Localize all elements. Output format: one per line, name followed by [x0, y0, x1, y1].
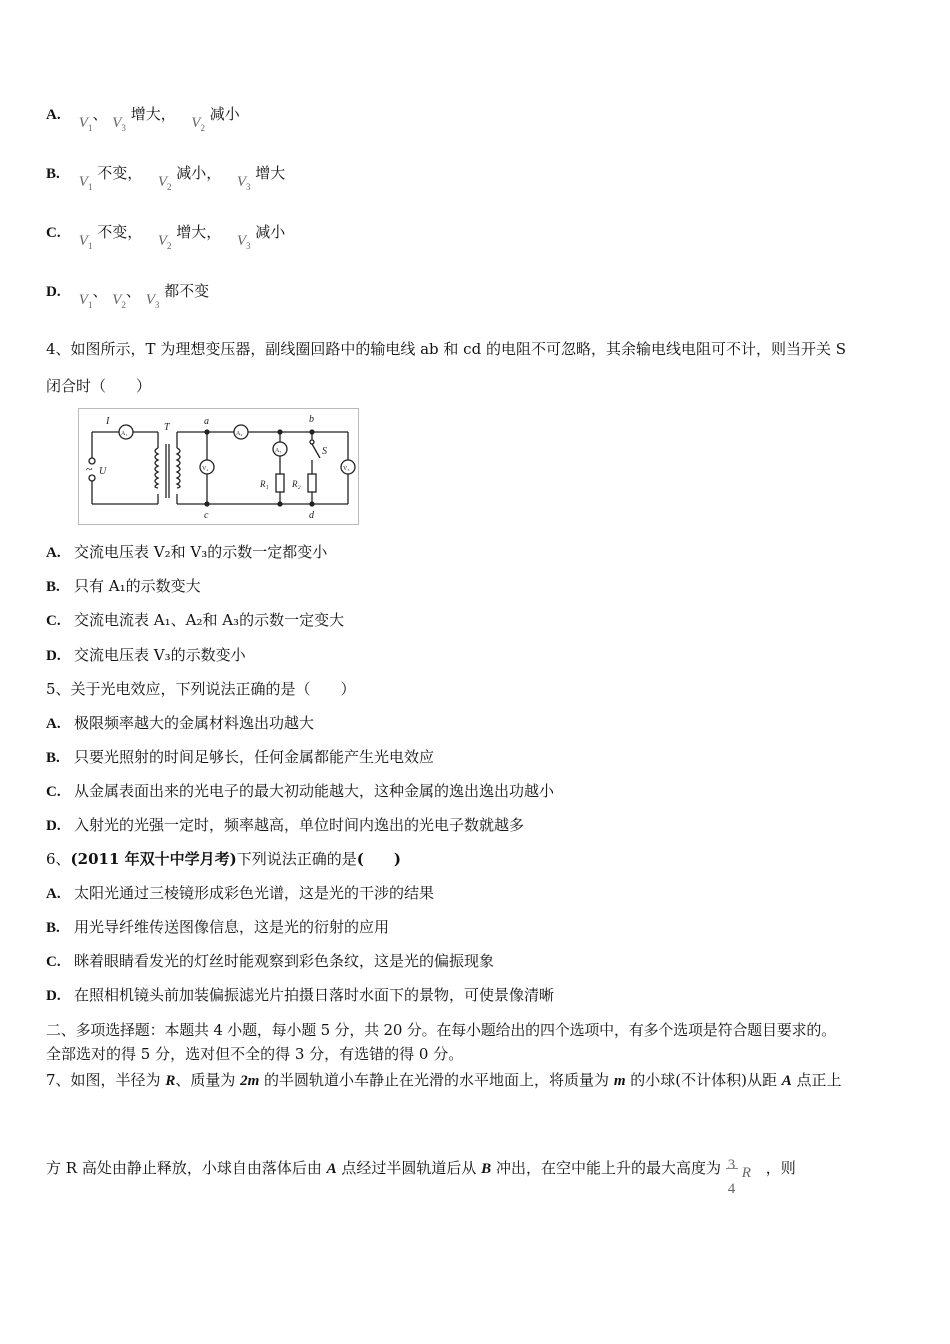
label-a3: A₃ [275, 448, 282, 454]
q4-option-d [46, 645, 246, 666]
label-tilde: ~ [86, 462, 93, 476]
q4-option-b [46, 576, 201, 597]
text: 、质量为 [175, 1071, 241, 1089]
label-c: c [204, 510, 209, 521]
var-r: R [165, 1073, 176, 1089]
option-text: 交流电压表 V₂和 V₃的示数一定都变小 [74, 543, 328, 561]
option-text: 减小 [209, 105, 240, 123]
answer-blank: ( ) [356, 850, 401, 868]
option-letter: B. [46, 166, 60, 182]
option-text: 减小， [176, 164, 222, 182]
label-r1: R₁ [260, 479, 269, 489]
q3-option-a [46, 104, 240, 133]
switch-s [312, 444, 320, 458]
var-a: A [781, 1073, 792, 1089]
option-text: 入射光的光强一定时，频率越高，单位时间内逸出的光电子数就越多 [74, 816, 525, 834]
label-r2: R₂ [292, 479, 301, 489]
option-text: 极限频率越大的金属材料逸出功越大 [74, 714, 315, 732]
text: 点正上 [791, 1071, 842, 1089]
node-d [310, 502, 314, 506]
question-source: (2011 年双十中学月考) [70, 850, 237, 868]
option-letter: D. [46, 818, 61, 834]
symbol-v1: $V_1$ [78, 233, 93, 251]
primary-coil [155, 448, 158, 488]
symbol-v1: $V_1$ [78, 292, 93, 310]
node-c [205, 502, 209, 506]
q6-stem [46, 849, 401, 869]
node-r1-bottom [278, 502, 282, 506]
resistor-r1 [276, 474, 284, 492]
text: 点经过半圆轨道后从 [336, 1159, 482, 1177]
q4-option-c [46, 610, 344, 631]
symbol-v3: $V_3$ [236, 174, 251, 192]
label-a1: A₁ [121, 431, 128, 437]
q6-option-c [46, 951, 494, 972]
fraction-three-quarter-r [726, 1149, 766, 1197]
separator: 、 [125, 282, 141, 300]
q6-option-a [46, 883, 434, 904]
symbol-v2: $V_2$ [157, 174, 172, 192]
symbol-v2: $V_2$ [191, 115, 205, 133]
option-text: 只有 A₁的示数变大 [74, 577, 201, 595]
label-i: I [106, 416, 110, 427]
label-v3: V₃ [343, 466, 350, 472]
section2-instructions-line1: 二、多项选择题：本题共 4 小题，每小题 5 分，共 20 分。在每小题给出的四个选项中，有多个选项是符合题目要求的。 [46, 1021, 836, 1039]
q3-option-b [46, 163, 286, 192]
q5-option-a [46, 713, 314, 734]
switch-contact [310, 440, 314, 444]
option-text: 增大 [255, 164, 286, 182]
label-v2: V₂ [202, 466, 209, 472]
label-d: d [309, 510, 314, 521]
var-2m: 2m [240, 1073, 260, 1089]
label-s: S [322, 446, 327, 457]
separator: 、 [92, 105, 108, 123]
option-letter: D. [46, 648, 61, 664]
symbol-v2: $V_2$ [157, 233, 172, 251]
q4-option-a [46, 542, 327, 563]
section2-instructions-line2: 全部选对的得 5 分，选对但不全的得 3 分，有选错的得 0 分。 [46, 1045, 464, 1063]
fraction-numerator: 3 [727, 1157, 736, 1173]
option-letter: C. [46, 613, 61, 629]
option-text: 交流电流表 A₁、A₂和 A₃的示数一定变大 [74, 611, 345, 629]
option-letter: B. [46, 579, 60, 595]
q5-option-d [46, 815, 524, 836]
symbol-v1: $V_1$ [78, 115, 93, 133]
q6-option-d [46, 985, 554, 1006]
var-a: A [326, 1161, 337, 1177]
option-text: 减小 [255, 223, 286, 241]
symbol-v3: $V_3$ [236, 233, 251, 251]
label-t: T [164, 422, 170, 433]
symbol-v3: $V_3$ [112, 115, 126, 133]
q4-stem-line1: 4、如图所示，T 为理想变压器，副线圈回路中的输电线 ab 和 cd 的电阻不可忽略，其余输电线电阻可不计，则当开关 S [46, 340, 846, 358]
fraction-denominator: 4 [727, 1181, 736, 1197]
option-letter: B. [46, 750, 60, 766]
option-letter: A. [46, 886, 61, 902]
symbol-v3: $V_3$ [145, 292, 160, 310]
secondary-coil [177, 448, 180, 488]
q7-stem-line2 [46, 1148, 796, 1197]
option-text: 增大， [176, 223, 222, 241]
option-text: 只要光照射的时间足够长，任何金属都能产生光电效应 [74, 748, 435, 766]
text: 的小球(不计体积)从距 [625, 1071, 782, 1089]
option-letter: A. [46, 107, 61, 123]
option-text: 从金属表面出来的光电子的最大初动能越大，这种金属的逸出逸出功越小 [74, 782, 555, 800]
transformer-circuit-diagram [78, 408, 363, 526]
symbol-v1: $V_1$ [78, 174, 93, 192]
separator: 、 [92, 282, 108, 300]
option-text: 眯着眼睛看发光的灯丝时能观察到彩色条纹，这是光的偏振现象 [74, 952, 495, 970]
resistor-r2 [308, 474, 316, 492]
option-text: 不变， [97, 223, 143, 241]
q6-option-b [46, 917, 389, 938]
question-number: 6、 [46, 850, 71, 868]
option-letter: C. [46, 225, 61, 241]
q5-option-c [46, 781, 554, 802]
q3-option-d [46, 281, 210, 310]
label-a2: A₂ [236, 431, 243, 437]
option-text: 增大， [130, 105, 176, 123]
label-a: a [204, 416, 209, 427]
option-text: 太阳光通过三棱镜形成彩色光谱，这是光的干涉的结果 [74, 884, 435, 902]
option-text: 用光导纤维传送图像信息，这是光的衍射的应用 [74, 918, 390, 936]
fraction-variable: R [741, 1165, 751, 1181]
label-u: U [99, 466, 107, 477]
option-letter: B. [46, 920, 60, 936]
label-b: b [309, 414, 314, 425]
var-b: B [481, 1161, 492, 1177]
text: 冲出，在空中能上升的最大高度为 [491, 1159, 721, 1177]
option-letter: D. [46, 284, 61, 300]
q5-option-b [46, 747, 434, 768]
option-letter: C. [46, 954, 61, 970]
q4-stem-line2: 闭合时（ ） [46, 377, 152, 395]
text: ，则 [765, 1159, 796, 1177]
option-letter: C. [46, 784, 61, 800]
text: 7、如图，半径为 [46, 1071, 166, 1089]
question-text: 下列说法正确的是 [236, 850, 357, 868]
q3-option-c [46, 222, 286, 251]
option-letter: D. [46, 988, 61, 1004]
var-m: m [613, 1073, 626, 1089]
option-text: 不变， [97, 164, 143, 182]
option-letter: A. [46, 545, 61, 561]
diagram-frame [79, 409, 359, 525]
option-letter: A. [46, 716, 61, 732]
text: 的半圆轨道小车静止在光滑的水平地面上，将质量为 [259, 1071, 614, 1089]
q5-stem: 5、关于光电效应，下列说法正确的是（ ） [46, 680, 356, 698]
option-text: 都不变 [164, 282, 210, 300]
q7-stem-line1 [46, 1070, 842, 1091]
option-text: 交流电压表 V₃的示数变小 [74, 646, 246, 664]
symbol-v2: $V_2$ [112, 292, 126, 310]
text: 方 R 高处由静止释放，小球自由落体后由 [46, 1159, 327, 1177]
option-text: 在照相机镜头前加装偏振滤光片拍摄日落时水面下的景物，可使景像清晰 [74, 986, 555, 1004]
